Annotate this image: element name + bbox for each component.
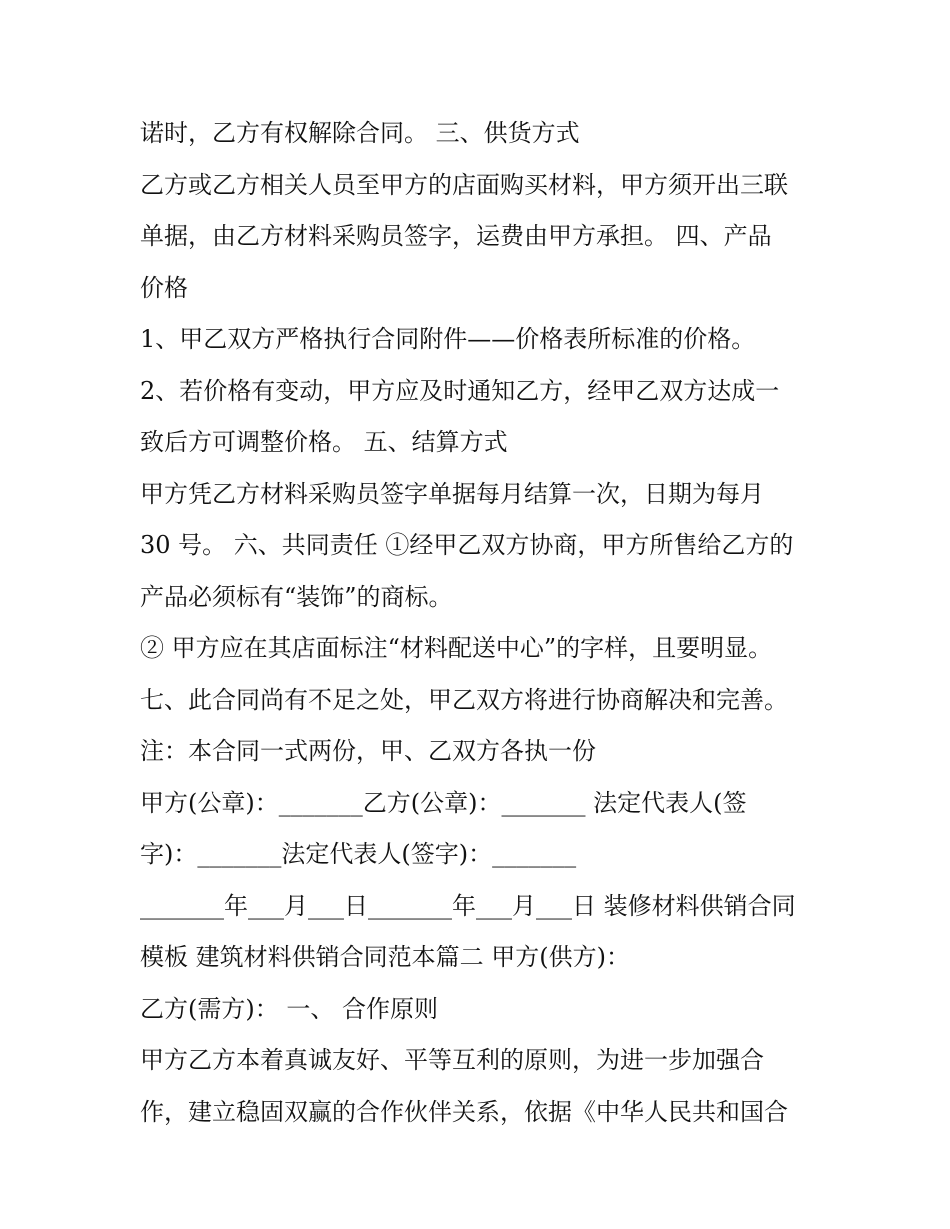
- text-line-8: 甲方凭乙方材料采购员签字单据每月结算一次，日期为每月: [140, 479, 764, 508]
- text-line-10: 产品必须标有“装饰”的商标。: [140, 582, 453, 611]
- text-line-9: 30 号。 六、共同责任 ①经甲乙双方协商，甲方所售给乙方的: [140, 531, 794, 559]
- text-line-19: 甲方乙方本着真诚友好、平等互利的原则，为进一步加强合: [140, 1046, 764, 1074]
- text-line-3: 单据，由乙方材料采购员签字，运费由甲方承担。 四、产品: [140, 222, 772, 250]
- document-body: [140, 108, 820, 1138]
- text-line-11: ② 甲方应在其店面标注“材料配送中心”的字样，且要明显。: [140, 634, 773, 662]
- text-line-14: 甲方(公章)：_______乙方(公章)：_______ 法定代表人(签: [140, 788, 747, 817]
- text-line-15: 字)：_______法定代表人(签字)：_______: [140, 840, 577, 868]
- text-line-5: 1、甲乙双方严格执行合同附件——价格表所标准的价格。: [140, 325, 756, 353]
- text-line-12: 七、此合同尚有不足之处，甲乙双方将进行协商解决和完善。: [140, 685, 788, 714]
- text-line-16: _______年___月___日_______年___月___日 装修材料供销合同: [140, 891, 796, 920]
- text-line-18: 乙方(需方)： 一、 合作原则: [140, 994, 438, 1023]
- text-line-6: 2、若价格有变动，甲方应及时通知乙方，经甲乙双方达成一: [140, 376, 780, 405]
- text-line-2: 乙方或乙方相关人员至甲方的店面购买材料，甲方须开出三联: [140, 170, 788, 199]
- text-line-20: 作，建立稳固双赢的合作伙伴关系，依据《中华人民共和国合: [140, 1097, 788, 1126]
- text-line-7: 致后方可调整价格。 五、结算方式: [140, 428, 508, 456]
- text-line-17: 模板 建筑材料供销合同范本篇二 甲方(供方)：: [140, 943, 630, 971]
- text-line-1: 诺时，乙方有权解除合同。 三、供货方式: [140, 119, 580, 147]
- text-line-4: 价格: [140, 273, 188, 302]
- text-line-13: 注：本合同一式两份，甲、乙双方各执一份: [140, 737, 596, 765]
